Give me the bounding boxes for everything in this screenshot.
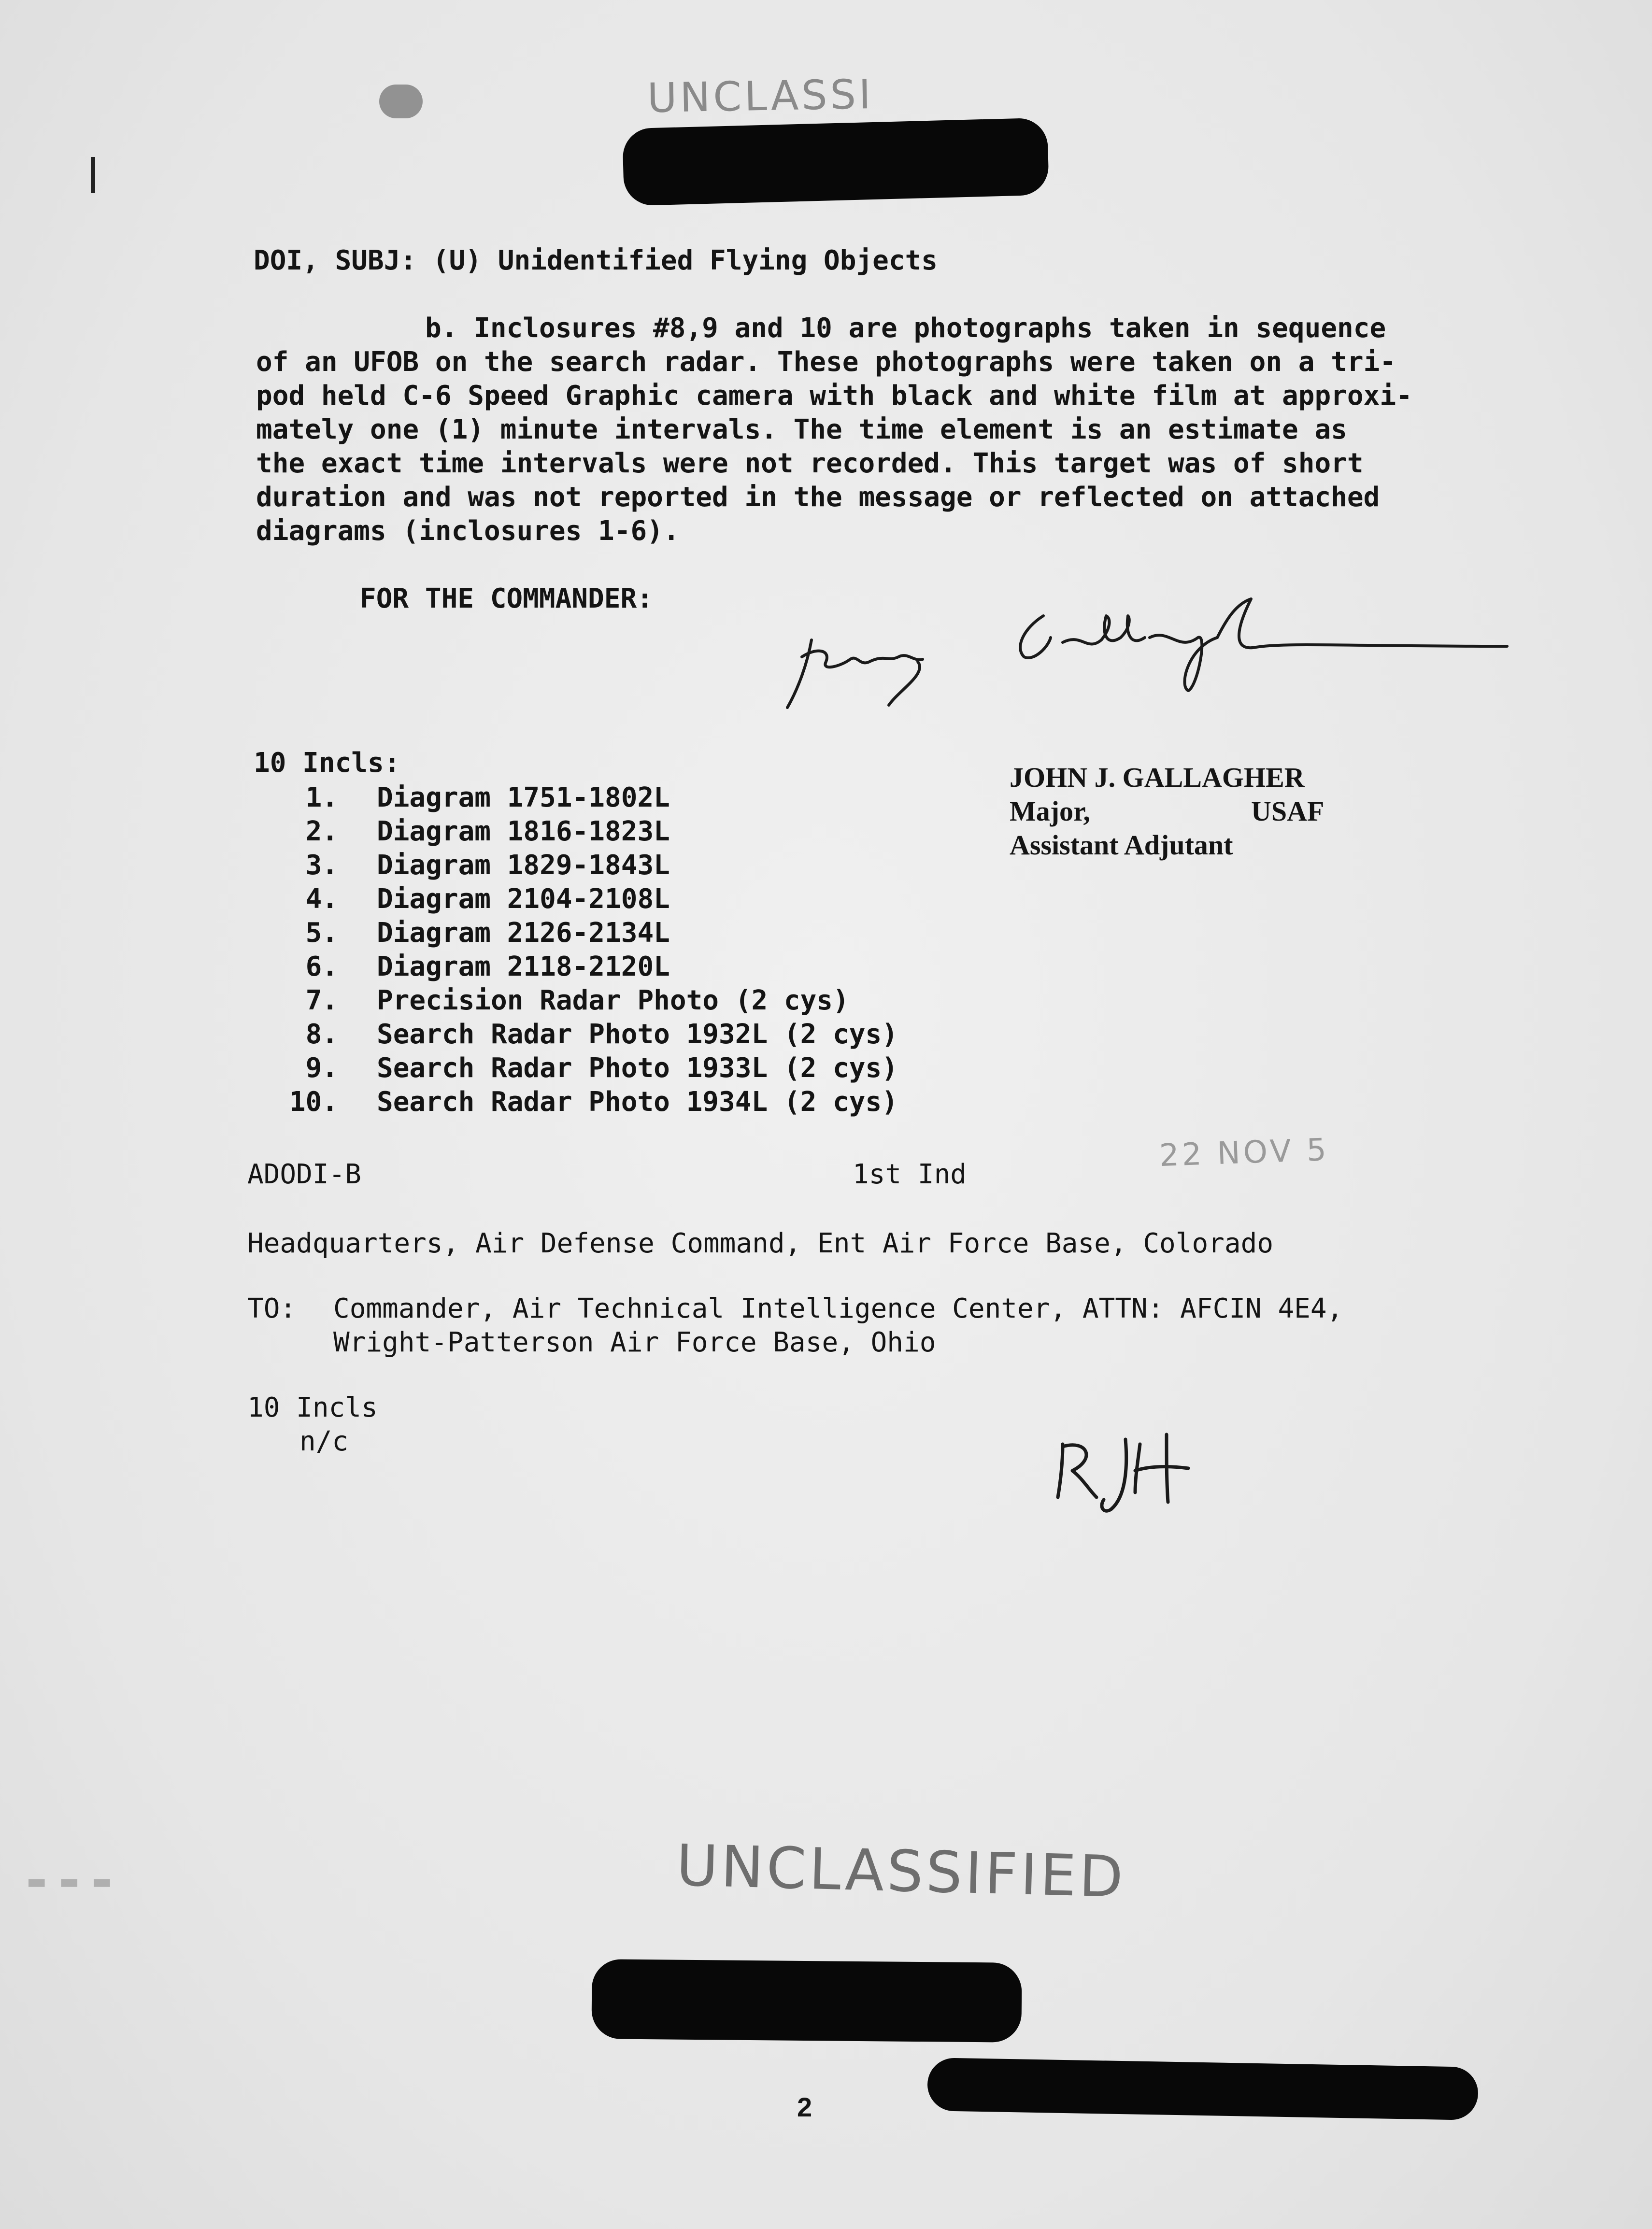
list-item-number: 10. bbox=[289, 1086, 338, 1118]
paragraph-line: mately one (1) minute intervals. The time element is an estimate as bbox=[256, 414, 1347, 445]
list-item-number: 7. bbox=[305, 985, 338, 1016]
classification-stamp-bottom: UNCLASSIFIED bbox=[675, 1831, 1127, 1911]
no-change-note: n/c bbox=[299, 1426, 349, 1457]
paragraph-line: of an UFOB on the search radar. These photographs were taken on a tri- bbox=[256, 346, 1396, 378]
list-item: Diagram 2118-2120L bbox=[377, 951, 670, 982]
list-item: Diagram 2104-2108L bbox=[377, 883, 670, 915]
headquarters-line: Headquarters, Air Defense Command, Ent Air Force Base, Colorado bbox=[247, 1228, 1274, 1259]
signer-name: JOHN J. GALLAGHER bbox=[1010, 762, 1305, 793]
paragraph-line: b. Inclosures #8,9 and 10 are photographs taken in sequence bbox=[425, 312, 1386, 344]
list-item-number: 6. bbox=[305, 951, 338, 982]
for-the-commander: FOR THE COMMANDER: bbox=[360, 583, 653, 614]
list-item: Diagram 1751-1802L bbox=[377, 782, 670, 813]
list-item: Search Radar Photo 1933L (2 cys) bbox=[377, 1052, 898, 1084]
to-line: Commander, Air Technical Intelligence Center, ATTN: AFCIN 4E4, bbox=[333, 1293, 1343, 1324]
list-item: Diagram 1816-1823L bbox=[377, 816, 670, 847]
subject-line: DOI, SUBJ: (U) Unidentified Flying Objects bbox=[254, 245, 938, 276]
signer-title: Assistant Adjutant bbox=[1010, 829, 1233, 861]
signer-service: USAF bbox=[1251, 795, 1324, 827]
page-number: 2 bbox=[797, 2092, 812, 2122]
margin-mark bbox=[91, 157, 95, 193]
inclosures-heading: 10 Incls: bbox=[254, 747, 400, 779]
list-item: Diagram 1829-1843L bbox=[377, 850, 670, 881]
list-item-number: 8. bbox=[305, 1019, 338, 1050]
list-item-number: 3. bbox=[305, 850, 338, 881]
paragraph-line: the exact time intervals were not recorded. This target was of short bbox=[256, 448, 1364, 479]
paragraph-line: pod held C-6 Speed Graphic camera with black and white film at approxi- bbox=[256, 380, 1412, 412]
signer-rank: Major, bbox=[1010, 795, 1090, 827]
handwritten-signature bbox=[773, 589, 1526, 720]
list-item: Search Radar Photo 1932L (2 cys) bbox=[377, 1019, 898, 1050]
indorsement-number: 1st Ind bbox=[853, 1159, 967, 1190]
paragraph-line: duration and was not reported in the message or reflected on attached bbox=[256, 482, 1380, 513]
redaction-bar-corner bbox=[927, 2058, 1479, 2120]
to-label: TO: bbox=[247, 1293, 297, 1324]
incls-count: 10 Incls bbox=[247, 1392, 378, 1423]
office-symbol: ADODI-B bbox=[247, 1159, 362, 1190]
redaction-bar-bottom bbox=[591, 1959, 1022, 2043]
classification-stamp-top: UNCLASSI bbox=[647, 70, 874, 122]
handwritten-initials bbox=[1043, 1425, 1208, 1526]
list-item: Precision Radar Photo (2 cys) bbox=[377, 985, 849, 1016]
date-stamp: 22 NOV 5 bbox=[1158, 1132, 1330, 1174]
list-item-number: 1. bbox=[305, 782, 338, 813]
list-item-number: 4. bbox=[305, 883, 338, 915]
to-line: Wright-Patterson Air Force Base, Ohio bbox=[333, 1327, 936, 1358]
list-item-number: 5. bbox=[305, 917, 338, 949]
list-item-number: 9. bbox=[305, 1052, 338, 1084]
redaction-bar-top bbox=[622, 118, 1049, 206]
list-item-number: 2. bbox=[305, 816, 338, 847]
list-item: Diagram 2126-2134L bbox=[377, 917, 670, 949]
faint-margin-stamp: ▬ ▬ ▬ bbox=[27, 1869, 115, 1894]
list-item: Search Radar Photo 1934L (2 cys) bbox=[377, 1086, 898, 1118]
paragraph-line: diagrams (inclosures 1-6). bbox=[256, 515, 680, 547]
smudge-mark bbox=[379, 85, 423, 118]
